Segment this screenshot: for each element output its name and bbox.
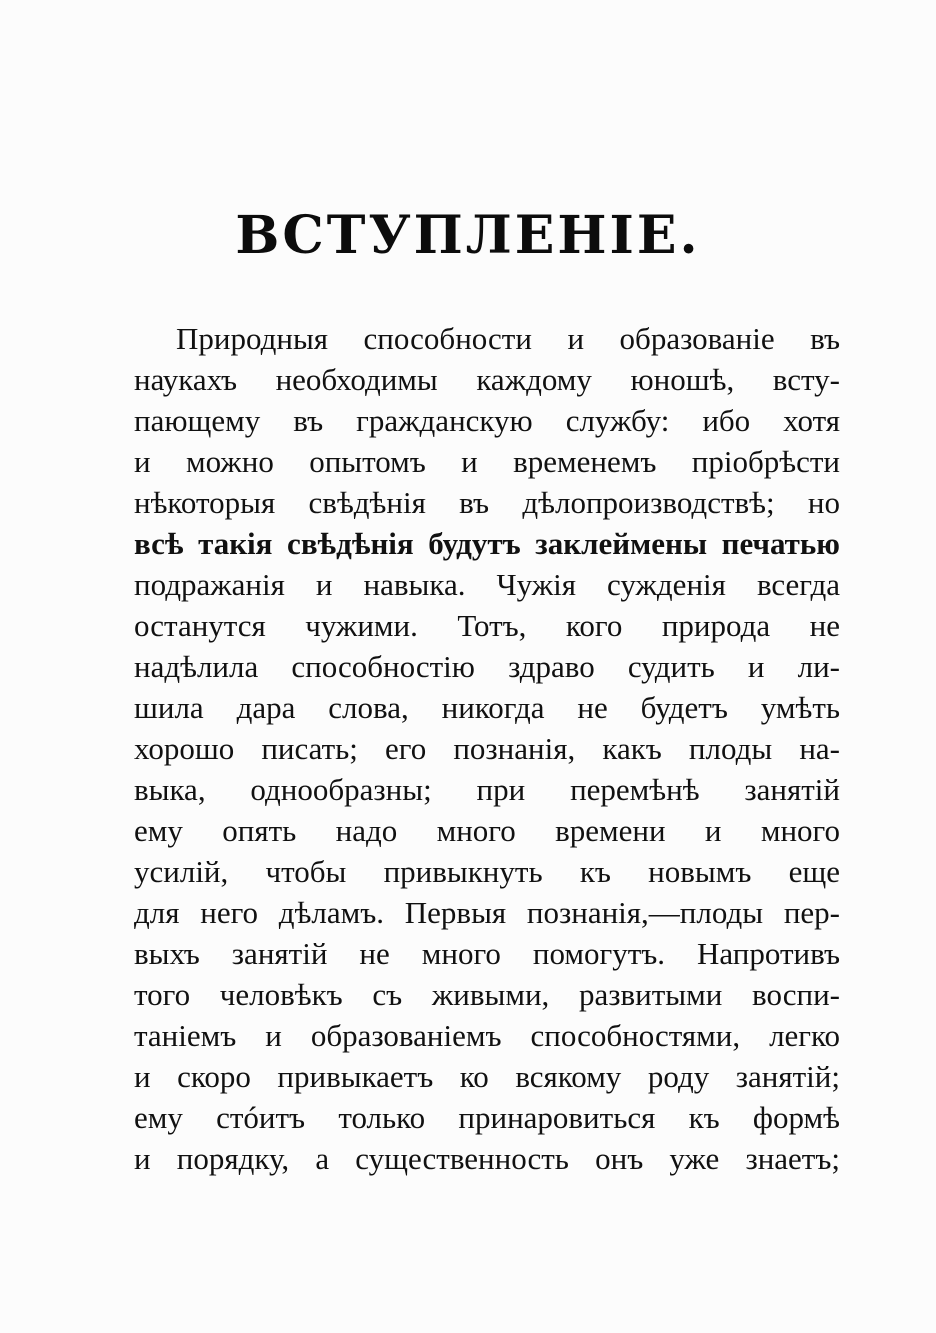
chapter-title: ВСТУПЛЕНІЕ. — [235, 205, 701, 266]
text-line: выхъ занятій не много помогутъ. Напротивъ — [134, 936, 840, 971]
text-line: того человѣкъ съ живыми, развитыми воспи- — [134, 977, 840, 1012]
text-line: и скоро привыкаетъ ко всякому роду занятій; — [134, 1059, 840, 1094]
text-line: Природныя способности и образованіе въ — [176, 321, 840, 356]
text-line: таніемъ и образованіемъ способностями, легко — [134, 1018, 840, 1053]
text-line: ему стóитъ только принаровиться къ формѣ — [134, 1100, 840, 1135]
text-line: и можно опытомъ и временемъ пріобрѣсти — [134, 444, 840, 479]
text-line: наукахъ необходимы каждому юношѣ, всту- — [134, 362, 840, 397]
text-line: выка, однообразны; при перемѣнѣ занятій — [134, 772, 840, 807]
text-line: всѣ такія свѣдѣнія будутъ заклеймены печатью — [134, 526, 840, 561]
text-line: ему опять надо много времени и много — [134, 813, 840, 848]
text-line: останутся чужими. Тотъ, кого природа не — [134, 608, 840, 643]
text-line: усилій, чтобы привыкнуть къ новымъ еще — [134, 854, 840, 889]
text-line: пающему въ гражданскую службу: ибо хотя — [134, 403, 840, 438]
text-line: надѣлила способностію здраво судить и ли- — [134, 649, 840, 684]
text-line: нѣкоторыя свѣдѣнія въ дѣлопроизводствѣ; но — [134, 485, 840, 520]
text-line: подражанія и навыка. Чужія сужденія всегда — [134, 567, 840, 602]
text-line: шила дара слова, никогда не будетъ умѣть — [134, 690, 840, 725]
text-line: для него дѣламъ. Первыя познанія,—плоды пер- — [134, 895, 840, 930]
text-line: хорошо писать; его познанія, какъ плоды на- — [134, 731, 840, 766]
body-text — [134, 318, 840, 1179]
text-line: и порядку, а существенность онъ уже знаетъ; — [134, 1141, 840, 1176]
